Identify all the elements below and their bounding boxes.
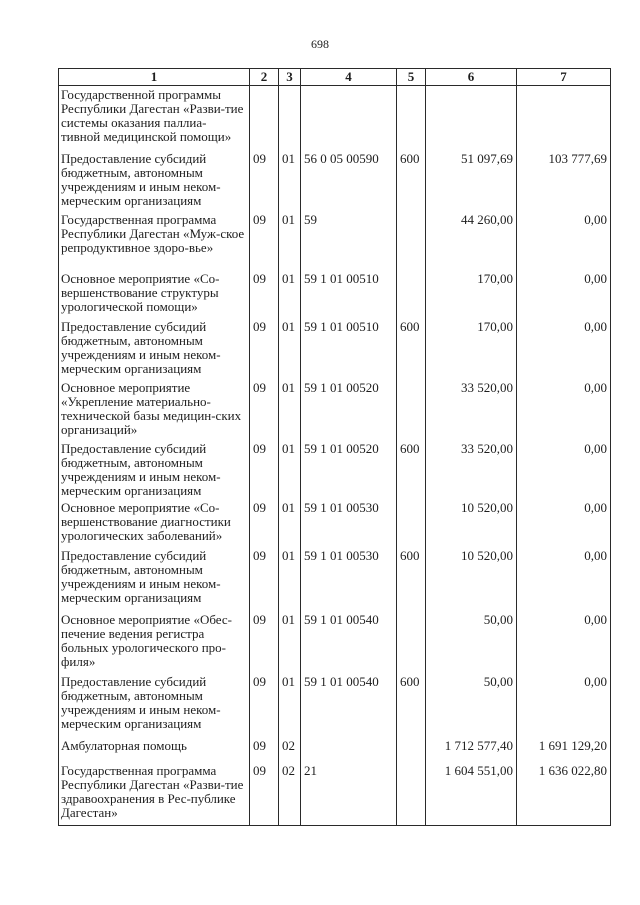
row-subsection: 01 [279, 270, 301, 318]
row-name: Предоставление субсидий бюджетным, автономным учреждениям и иным неком-мерческим организациям [59, 547, 250, 611]
row-amount-7: 1 691 129,20 [517, 737, 611, 762]
row-amount-6: 44 260,00 [426, 211, 517, 270]
row-subsection: 02 [279, 762, 301, 826]
row-name: Основное мероприятие «Со-вершенствование структуры урологической помощи» [59, 270, 250, 318]
row-section: 09 [250, 379, 279, 440]
table-row [59, 270, 611, 318]
row-amount-7: 0,00 [517, 499, 611, 547]
row-amount-7: 0,00 [517, 318, 611, 379]
row-section: 09 [250, 270, 279, 318]
row-expense-type: 600 [397, 673, 426, 737]
row-section [250, 86, 279, 150]
row-amount-6: 51 097,69 [426, 150, 517, 211]
row-expense-type [397, 499, 426, 547]
row-target-code: 59 1 01 00520 [301, 440, 397, 499]
row-amount-6: 33 520,00 [426, 440, 517, 499]
row-expense-type: 600 [397, 547, 426, 611]
row-target-code: 59 1 01 00510 [301, 318, 397, 379]
row-amount-7: 0,00 [517, 611, 611, 673]
row-expense-type [397, 270, 426, 318]
budget-table [58, 68, 611, 826]
row-amount-6: 170,00 [426, 318, 517, 379]
table-row [59, 762, 611, 826]
table-row [59, 440, 611, 499]
row-name: Основное мероприятие «Обес-печение ведения регистра больных урологического про-филя» [59, 611, 250, 673]
row-expense-type [397, 737, 426, 762]
row-expense-type: 600 [397, 318, 426, 379]
row-amount-6: 50,00 [426, 611, 517, 673]
row-target-code: 21 [301, 762, 397, 826]
header-col-7: 7 [517, 69, 611, 86]
row-name: Государственной программы Республики Дагестан «Разви-тие системы оказания паллиа-тивной медицинской помощи» [59, 86, 250, 150]
row-section: 09 [250, 547, 279, 611]
row-section: 09 [250, 737, 279, 762]
row-section: 09 [250, 440, 279, 499]
row-name: Основное мероприятие «Укрепление материально-технической базы медицин-ских организаций» [59, 379, 250, 440]
table-row [59, 150, 611, 211]
table-row [59, 673, 611, 737]
row-name: Предоставление субсидий бюджетным, автономным учреждениям и иным неком-мерческим организациям [59, 440, 250, 499]
row-target-code: 59 [301, 211, 397, 270]
row-subsection: 01 [279, 211, 301, 270]
row-amount-7: 0,00 [517, 547, 611, 611]
row-amount-7: 0,00 [517, 440, 611, 499]
row-subsection: 01 [279, 379, 301, 440]
row-section: 09 [250, 211, 279, 270]
row-amount-7: 0,00 [517, 270, 611, 318]
row-expense-type [397, 379, 426, 440]
row-amount-7 [517, 86, 611, 150]
page-number: 698 [311, 37, 329, 51]
row-subsection: 01 [279, 611, 301, 673]
row-target-code: 59 1 01 00510 [301, 270, 397, 318]
row-name: Государственная программа Республики Дагестан «Муж-ское репродуктивное здоро-вье» [59, 211, 250, 270]
row-name: Предоставление субсидий бюджетным, автономным учреждениям и иным неком-мерческим организациям [59, 318, 250, 379]
table-row [59, 318, 611, 379]
row-expense-type: 600 [397, 440, 426, 499]
row-target-code: 59 1 01 00530 [301, 547, 397, 611]
row-section: 09 [250, 499, 279, 547]
header-row [59, 69, 611, 86]
row-amount-7: 1 636 022,80 [517, 762, 611, 826]
row-amount-7: 103 777,69 [517, 150, 611, 211]
row-name: Предоставление субсидий бюджетным, автономным учреждениям и иным неком-мерческим организациям [59, 673, 250, 737]
row-amount-7: 0,00 [517, 379, 611, 440]
row-name: Амбулаторная помощь [59, 737, 250, 762]
row-expense-type [397, 211, 426, 270]
row-amount-6: 1 712 577,40 [426, 737, 517, 762]
row-target-code: 59 1 01 00530 [301, 499, 397, 547]
row-subsection: 01 [279, 499, 301, 547]
row-section: 09 [250, 318, 279, 379]
row-amount-6: 1 604 551,00 [426, 762, 517, 826]
table-row [59, 611, 611, 673]
row-target-code: 59 1 01 00520 [301, 379, 397, 440]
row-amount-6: 10 520,00 [426, 547, 517, 611]
row-subsection: 01 [279, 547, 301, 611]
row-subsection: 02 [279, 737, 301, 762]
table-row [59, 86, 611, 150]
row-section: 09 [250, 762, 279, 826]
row-name: Государственная программа Республики Дагестан «Разви-тие здравоохранения в Рес-публике Дагестан» [59, 762, 250, 826]
row-amount-7: 0,00 [517, 211, 611, 270]
row-expense-type: 600 [397, 150, 426, 211]
row-section: 09 [250, 611, 279, 673]
row-expense-type [397, 611, 426, 673]
row-subsection [279, 86, 301, 150]
table-row [59, 737, 611, 762]
row-target-code [301, 86, 397, 150]
table-row [59, 499, 611, 547]
header-col-1: 1 [59, 69, 250, 86]
row-target-code: 59 1 01 00540 [301, 611, 397, 673]
table-row [59, 379, 611, 440]
row-subsection: 01 [279, 673, 301, 737]
row-expense-type [397, 86, 426, 150]
row-amount-6: 170,00 [426, 270, 517, 318]
row-target-code: 56 0 05 00590 [301, 150, 397, 211]
row-amount-7: 0,00 [517, 673, 611, 737]
row-subsection: 01 [279, 440, 301, 499]
row-target-code [301, 737, 397, 762]
table-row [59, 211, 611, 270]
row-target-code: 59 1 01 00540 [301, 673, 397, 737]
table-row [59, 547, 611, 611]
row-subsection: 01 [279, 318, 301, 379]
header-col-3: 3 [279, 69, 301, 86]
header-col-6: 6 [426, 69, 517, 86]
row-amount-6 [426, 86, 517, 150]
header-col-5: 5 [397, 69, 426, 86]
row-subsection: 01 [279, 150, 301, 211]
row-amount-6: 33 520,00 [426, 379, 517, 440]
header-col-4: 4 [301, 69, 397, 86]
row-section: 09 [250, 150, 279, 211]
header-col-2: 2 [250, 69, 279, 86]
row-amount-6: 50,00 [426, 673, 517, 737]
row-amount-6: 10 520,00 [426, 499, 517, 547]
row-name: Основное мероприятие «Со-вершенствование диагностики урологических заболеваний» [59, 499, 250, 547]
row-expense-type [397, 762, 426, 826]
row-name: Предоставление субсидий бюджетным, автономным учреждениям и иным неком-мерческим организациям [59, 150, 250, 211]
row-section: 09 [250, 673, 279, 737]
